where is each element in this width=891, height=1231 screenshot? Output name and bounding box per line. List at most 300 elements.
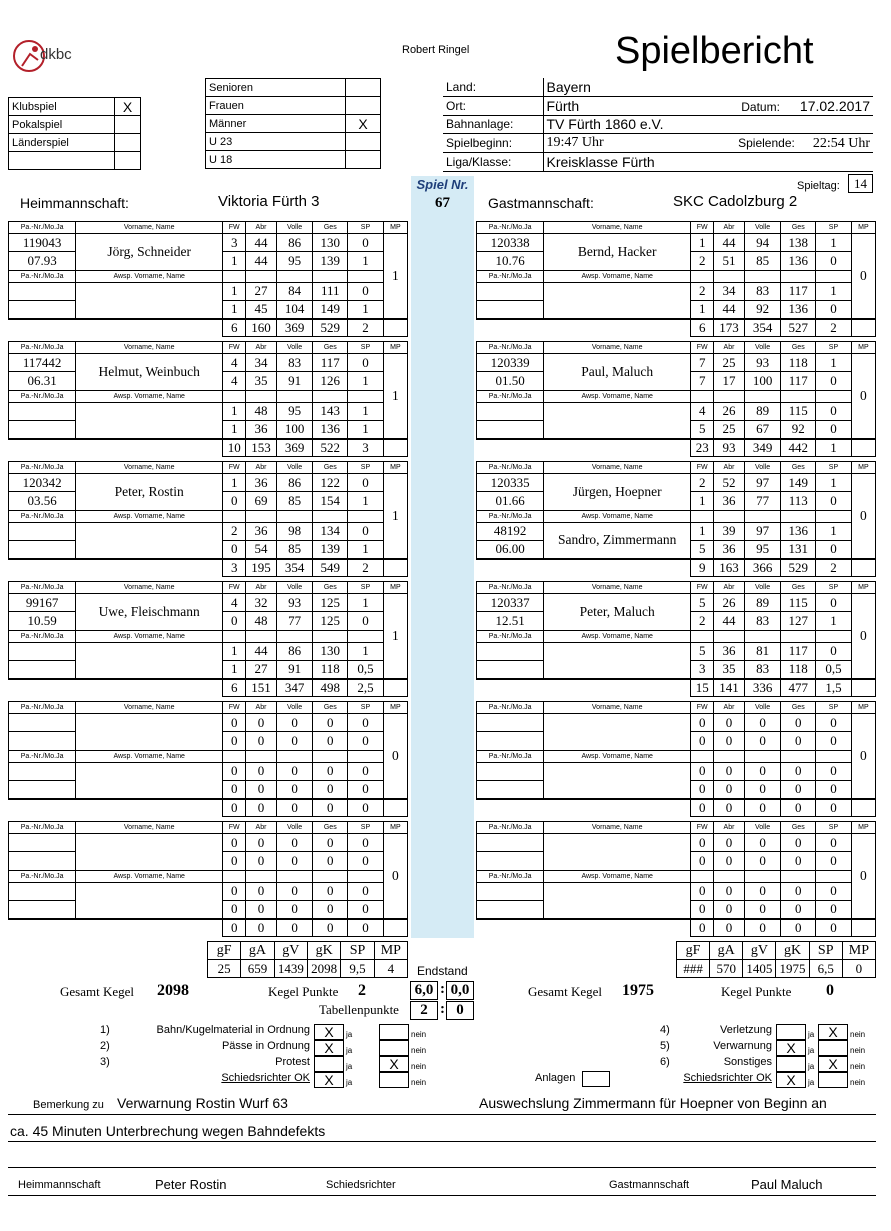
sub-pass-number[interactable]	[477, 642, 544, 660]
sp-value: 0	[816, 780, 852, 798]
fw-value: 2	[691, 474, 714, 492]
total-row	[477, 439, 876, 457]
sub-player-name[interactable]	[544, 402, 691, 439]
header-empty	[714, 870, 744, 882]
sub-pass-number[interactable]	[477, 882, 544, 900]
ja-label: ja	[808, 1030, 815, 1039]
pass-number[interactable]	[9, 834, 76, 852]
total-abr: 195	[246, 559, 276, 577]
table-row	[477, 234, 876, 252]
sub-pass-number[interactable]	[477, 282, 544, 300]
pass-number[interactable]: 120338	[477, 234, 544, 252]
player-name[interactable]	[544, 714, 691, 751]
birth-date[interactable]	[9, 852, 76, 870]
birth-date[interactable]: 01.50	[477, 372, 544, 390]
birth-date[interactable]: 10.76	[477, 252, 544, 270]
bahn-label: Bahnanlage:	[443, 115, 543, 134]
ja-label: ja	[808, 1062, 815, 1071]
category-mark[interactable]	[346, 133, 381, 151]
score-home: 6,0	[410, 981, 438, 1000]
fw-value: 0	[691, 882, 714, 900]
player-name[interactable]: Bernd, Hacker	[544, 234, 691, 271]
category-label: U 23	[206, 133, 346, 151]
player-name[interactable]: Peter, Rostin	[76, 474, 223, 511]
total-empty	[9, 919, 223, 937]
header-empty	[246, 750, 276, 762]
total-row	[9, 319, 408, 337]
total-sp: 0	[348, 799, 384, 817]
pass-number[interactable]	[477, 714, 544, 732]
header-mp: MP	[851, 702, 875, 714]
total-fw: 9	[691, 559, 714, 577]
check-ja-box[interactable]: X	[314, 1072, 344, 1088]
category-mark[interactable]	[346, 151, 381, 169]
summary-value: 2098	[307, 960, 340, 978]
fw-value: 1	[223, 402, 246, 420]
total-sp: 0	[348, 919, 384, 937]
remark-text-3: ca. 45 Minuten Unterbrechung wegen Bahndefekts	[10, 1123, 326, 1139]
home-player-block	[8, 581, 408, 697]
check-nein-box[interactable]: X	[818, 1024, 848, 1040]
ges-value: 126	[313, 372, 348, 390]
volle-value: 93	[744, 354, 781, 372]
player-name[interactable]: Paul, Maluch	[544, 354, 691, 391]
ja-label: ja	[808, 1046, 815, 1055]
header-mp: MP	[851, 342, 875, 354]
fw-value: 0	[223, 852, 246, 870]
nein-label: nein	[850, 1078, 866, 1087]
sub-pass-number[interactable]	[9, 642, 76, 660]
sub-header	[477, 870, 876, 882]
ges-value: 0	[313, 882, 348, 900]
sub-pass-number[interactable]	[9, 762, 76, 780]
header-volle: Volle	[276, 222, 313, 234]
endstand-label: Endstand	[417, 964, 468, 978]
ges-value: 125	[313, 594, 348, 612]
birth-date[interactable]: 06.31	[9, 372, 76, 390]
check-nein-box[interactable]	[379, 1040, 409, 1056]
header-abr: Abr	[246, 462, 276, 474]
header-abr: Abr	[714, 702, 744, 714]
header-pass-sub: Pa.-Nr./Mo.Ja	[477, 870, 544, 882]
ges-value: 131	[781, 540, 816, 558]
header-empty	[691, 750, 714, 762]
total-volle: 0	[744, 799, 781, 817]
player-name[interactable]: Helmut, Weinbuch	[76, 354, 223, 391]
fw-value: 0	[691, 762, 714, 780]
total-empty-mp	[851, 919, 875, 937]
beginn-value: 19:47 Uhr	[543, 134, 647, 153]
sub-pass-number[interactable]	[477, 402, 544, 420]
summary-header: SP	[341, 942, 374, 960]
header-fw: FW	[691, 702, 714, 714]
sub-pass-number[interactable]	[9, 660, 76, 678]
sp-value: 0	[816, 492, 852, 510]
ges-value: 0	[781, 780, 816, 798]
header-empty	[714, 270, 744, 282]
header-fw: FW	[691, 462, 714, 474]
player-name[interactable]	[544, 834, 691, 871]
abr-value: 36	[246, 474, 276, 492]
check-nein-box[interactable]: X	[379, 1056, 409, 1072]
check-ja-box[interactable]: X	[776, 1040, 806, 1056]
sub-pass-number[interactable]	[9, 402, 76, 420]
pass-number[interactable]: 119043	[9, 234, 76, 252]
block-header	[477, 342, 876, 354]
sub-pass-number[interactable]	[9, 780, 76, 798]
birth-date[interactable]	[477, 852, 544, 870]
ges-value: 139	[313, 540, 348, 558]
player-name[interactable]: Jörg, Schneider	[76, 234, 223, 271]
sub-pass-number[interactable]	[477, 660, 544, 678]
pass-number[interactable]: 99167	[9, 594, 76, 612]
header-empty	[816, 630, 852, 642]
away-player-block	[476, 341, 876, 457]
abr-value: 34	[246, 354, 276, 372]
total-fw: 6	[691, 319, 714, 337]
sub-player-name[interactable]	[76, 762, 223, 799]
ges-value: 134	[313, 522, 348, 540]
check-ja-box[interactable]	[314, 1056, 344, 1072]
player-name[interactable]	[76, 714, 223, 751]
header-ges: Ges	[781, 582, 816, 594]
abr-value: 35	[714, 660, 744, 678]
header-empty	[816, 270, 852, 282]
sp-value: 0	[348, 474, 384, 492]
category-row	[206, 79, 381, 97]
sp-value: 0	[816, 420, 852, 438]
check-ja-box[interactable]	[776, 1056, 806, 1072]
game-type-row	[9, 152, 141, 170]
game-type-row	[9, 98, 141, 116]
volle-value: 97	[744, 522, 781, 540]
header-empty	[744, 510, 781, 522]
header-name: Vorname, Name	[544, 822, 691, 834]
pass-number[interactable]: 120335	[477, 474, 544, 492]
header-pass: Pa.-Nr./Mo.Ja	[9, 462, 76, 474]
category-mark[interactable]	[346, 97, 381, 115]
header-ges: Ges	[781, 462, 816, 474]
player-name[interactable]: Peter, Maluch	[544, 594, 691, 631]
ges-value: 149	[313, 300, 348, 318]
game-type-row	[9, 116, 141, 134]
header-empty	[313, 630, 348, 642]
tabellen-label: Tabellenpunkte	[319, 1002, 399, 1017]
pass-number[interactable]: 117442	[9, 354, 76, 372]
ges-value: 127	[781, 612, 816, 630]
header-name: Vorname, Name	[544, 462, 691, 474]
pass-number[interactable]	[9, 714, 76, 732]
block-header	[477, 462, 876, 474]
total-empty-mp	[383, 319, 407, 337]
sub-player-name[interactable]	[76, 402, 223, 439]
check-nein-box[interactable]	[379, 1072, 409, 1088]
birth-date[interactable]	[477, 732, 544, 750]
check-nein-box[interactable]	[818, 1072, 848, 1088]
header-pass: Pa.-Nr./Mo.Ja	[477, 222, 544, 234]
table-row	[9, 402, 408, 420]
abr-value: 0	[714, 900, 744, 918]
header-ges: Ges	[313, 342, 348, 354]
check-label: Protest	[275, 1056, 310, 1068]
sub-player-name[interactable]	[544, 642, 691, 679]
header-fw: FW	[223, 462, 246, 474]
away-player-block	[476, 221, 876, 337]
ges-value: 115	[781, 402, 816, 420]
sub-player-name[interactable]	[76, 522, 223, 559]
summary-value: 1975	[776, 960, 809, 978]
header-empty	[781, 270, 816, 282]
total-volle: 369	[276, 439, 313, 457]
ges-value: 118	[781, 660, 816, 678]
sub-pass-number[interactable]	[9, 300, 76, 318]
total-row	[477, 559, 876, 577]
summary-value: 1439	[274, 960, 307, 978]
header-empty	[223, 630, 246, 642]
sp-value: 0	[348, 354, 384, 372]
total-empty-mp	[383, 439, 407, 457]
player-name[interactable]: Jürgen, Hoepner	[544, 474, 691, 511]
check-nein-box[interactable]	[818, 1040, 848, 1056]
sub-pass-number[interactable]: 06.00	[477, 540, 544, 558]
player-name[interactable]: Uwe, Fleischmann	[76, 594, 223, 631]
sub-pass-number[interactable]	[477, 900, 544, 918]
sub-player-name[interactable]	[544, 882, 691, 919]
datum-value: 17.02.2017	[799, 97, 870, 114]
total-sp: 2	[816, 319, 852, 337]
summary-header: MP	[374, 942, 407, 960]
sp-value: 1	[348, 492, 384, 510]
sub-player-name[interactable]	[76, 882, 223, 919]
check-ja-box[interactable]: X	[314, 1024, 344, 1040]
sp-value: 0	[816, 762, 852, 780]
sub-pass-number[interactable]	[477, 300, 544, 318]
header-abr: Abr	[246, 222, 276, 234]
header-awsp: Awsp. Vorname, Name	[76, 510, 223, 522]
total-row	[9, 679, 408, 697]
header-empty	[714, 630, 744, 642]
pass-number[interactable]: 120339	[477, 354, 544, 372]
remark-line-2	[8, 1141, 876, 1142]
header-empty	[691, 510, 714, 522]
remark-line-3	[8, 1167, 876, 1168]
check-ja-box[interactable]: X	[314, 1040, 344, 1056]
fw-value: 1	[223, 252, 246, 270]
header-pass-sub: Pa.-Nr./Mo.Ja	[9, 270, 76, 282]
summary-value: 0	[842, 960, 875, 978]
category-label: U 18	[206, 151, 346, 169]
header-empty	[276, 270, 313, 282]
sub-player-name[interactable]	[544, 762, 691, 799]
abr-value: 44	[246, 642, 276, 660]
check-ja-box[interactable]	[776, 1024, 806, 1040]
abr-value: 26	[714, 402, 744, 420]
header-sp: SP	[348, 702, 384, 714]
sub-header	[477, 390, 876, 402]
game-type-label: Pokalspiel	[9, 116, 115, 134]
remark-line-1	[8, 1114, 876, 1115]
sub-pass-number[interactable]	[477, 420, 544, 438]
player-name[interactable]	[76, 834, 223, 871]
game-type-mark[interactable]	[115, 152, 141, 170]
category-mark[interactable]: X	[346, 115, 381, 133]
total-fw: 0	[223, 799, 246, 817]
center-column	[411, 176, 474, 938]
total-volle: 336	[744, 679, 781, 697]
anlagen-box[interactable]	[582, 1071, 610, 1087]
header-empty	[313, 510, 348, 522]
header-volle: Volle	[744, 222, 781, 234]
total-volle: 347	[276, 679, 313, 697]
sub-header	[477, 750, 876, 762]
check-nein-box[interactable]	[379, 1024, 409, 1040]
sub-pass-number[interactable]	[9, 282, 76, 300]
table-row	[477, 282, 876, 300]
header-mp: MP	[383, 462, 407, 474]
home-player-block	[8, 221, 408, 337]
sp-value: 1	[816, 354, 852, 372]
sub-player-name[interactable]	[76, 282, 223, 319]
birth-date[interactable]: 12.51	[477, 612, 544, 630]
header-empty	[744, 270, 781, 282]
sub-pass-number[interactable]	[9, 900, 76, 918]
ges-value: 0	[781, 732, 816, 750]
total-empty-mp	[851, 679, 875, 697]
ges-value: 0	[781, 852, 816, 870]
header-empty	[223, 870, 246, 882]
sub-header	[477, 270, 876, 282]
header-name: Vorname, Name	[544, 582, 691, 594]
summary-value: 6,5	[809, 960, 842, 978]
abr-value: 51	[714, 252, 744, 270]
home-team-label: Heimmannschaft:	[20, 195, 129, 211]
sub-pass-number[interactable]	[9, 420, 76, 438]
pass-number[interactable]	[477, 834, 544, 852]
category-table	[205, 78, 381, 169]
abr-value: 36	[714, 492, 744, 510]
birth-date[interactable]	[9, 732, 76, 750]
header-empty	[744, 630, 781, 642]
header-empty	[816, 870, 852, 882]
table-row	[477, 474, 876, 492]
volle-value: 91	[276, 660, 313, 678]
header-volle: Volle	[276, 462, 313, 474]
sp-value: 0	[816, 252, 852, 270]
mp-value: 0	[851, 834, 875, 919]
summary-header: gA	[710, 942, 743, 960]
check-label: Sonstiges	[723, 1056, 772, 1068]
header-pass: Pa.-Nr./Mo.Ja	[9, 582, 76, 594]
header-sp: SP	[348, 342, 384, 354]
header-empty	[744, 870, 781, 882]
birth-date[interactable]: 10.59	[9, 612, 76, 630]
total-row	[9, 559, 408, 577]
sub-pass-number[interactable]: 48192	[477, 522, 544, 540]
sub-pass-number[interactable]	[9, 522, 76, 540]
volle-value: 95	[744, 540, 781, 558]
header-mp: MP	[851, 582, 875, 594]
sp-value: 0	[348, 900, 384, 918]
summary-value: 9,5	[341, 960, 374, 978]
abr-value: 0	[246, 834, 276, 852]
mp-value: 0	[851, 474, 875, 559]
header-empty	[246, 390, 276, 402]
category-mark[interactable]	[346, 79, 381, 97]
block-header	[477, 222, 876, 234]
sub-pass-number[interactable]	[9, 882, 76, 900]
header-empty	[246, 270, 276, 282]
ges-value: 117	[313, 354, 348, 372]
bahn-value: TV Fürth 1860 e.V.	[543, 115, 873, 134]
table-row	[477, 402, 876, 420]
total-fw: 3	[223, 559, 246, 577]
total-ges: 0	[781, 919, 816, 937]
volle-value: 94	[744, 234, 781, 252]
category-label: Frauen	[206, 97, 346, 115]
header-empty	[348, 630, 384, 642]
summary-value: 570	[710, 960, 743, 978]
ja-label: ja	[346, 1030, 353, 1039]
birth-date[interactable]: 03.56	[9, 492, 76, 510]
header-ges: Ges	[781, 222, 816, 234]
total-abr: 0	[246, 919, 276, 937]
ges-value: 0	[781, 762, 816, 780]
home-kp-value: 2	[358, 982, 366, 999]
total-fw: 10	[223, 439, 246, 457]
liga-value: Kreisklasse Fürth	[543, 153, 873, 172]
abr-value: 48	[246, 612, 276, 630]
sp-value: 0	[816, 882, 852, 900]
pass-number[interactable]: 120337	[477, 594, 544, 612]
total-abr: 163	[714, 559, 744, 577]
game-type-mark[interactable]: X	[115, 98, 141, 116]
ges-value: 154	[313, 492, 348, 510]
header-empty	[691, 390, 714, 402]
total-empty	[9, 559, 223, 577]
check-label: Schiedsrichter OK	[683, 1072, 772, 1084]
summary-value: 659	[241, 960, 274, 978]
check-ja-box[interactable]: X	[776, 1072, 806, 1088]
sp-value: 0	[348, 714, 384, 732]
game-type-mark[interactable]	[115, 134, 141, 152]
sub-player-name[interactable]	[544, 282, 691, 319]
fw-value: 2	[691, 282, 714, 300]
birth-date[interactable]: 07.93	[9, 252, 76, 270]
game-type-mark[interactable]	[115, 116, 141, 134]
ges-value: 0	[313, 732, 348, 750]
header-fw: FW	[223, 702, 246, 714]
sp-value: 0	[816, 834, 852, 852]
ges-value: 0	[313, 714, 348, 732]
header-volle: Volle	[744, 822, 781, 834]
sub-pass-number[interactable]	[477, 762, 544, 780]
remark-text-1: Verwarnung Rostin Wurf 63	[117, 1095, 288, 1111]
pass-number[interactable]: 120342	[9, 474, 76, 492]
check-nein-box[interactable]: X	[818, 1056, 848, 1072]
birth-date[interactable]: 01.66	[477, 492, 544, 510]
ges-value: 0	[781, 834, 816, 852]
volle-value: 67	[744, 420, 781, 438]
sub-player-name[interactable]: Sandro, Zimmermann	[544, 522, 691, 559]
header-pass-sub: Pa.-Nr./Mo.Ja	[477, 750, 544, 762]
sub-player-name[interactable]	[76, 642, 223, 679]
footer-away-label: Gastmannschaft	[609, 1179, 690, 1191]
fw-value: 1	[691, 492, 714, 510]
sub-pass-number[interactable]	[9, 540, 76, 558]
total-empty	[9, 679, 223, 697]
sub-pass-number[interactable]	[477, 780, 544, 798]
sub-header	[9, 750, 408, 762]
